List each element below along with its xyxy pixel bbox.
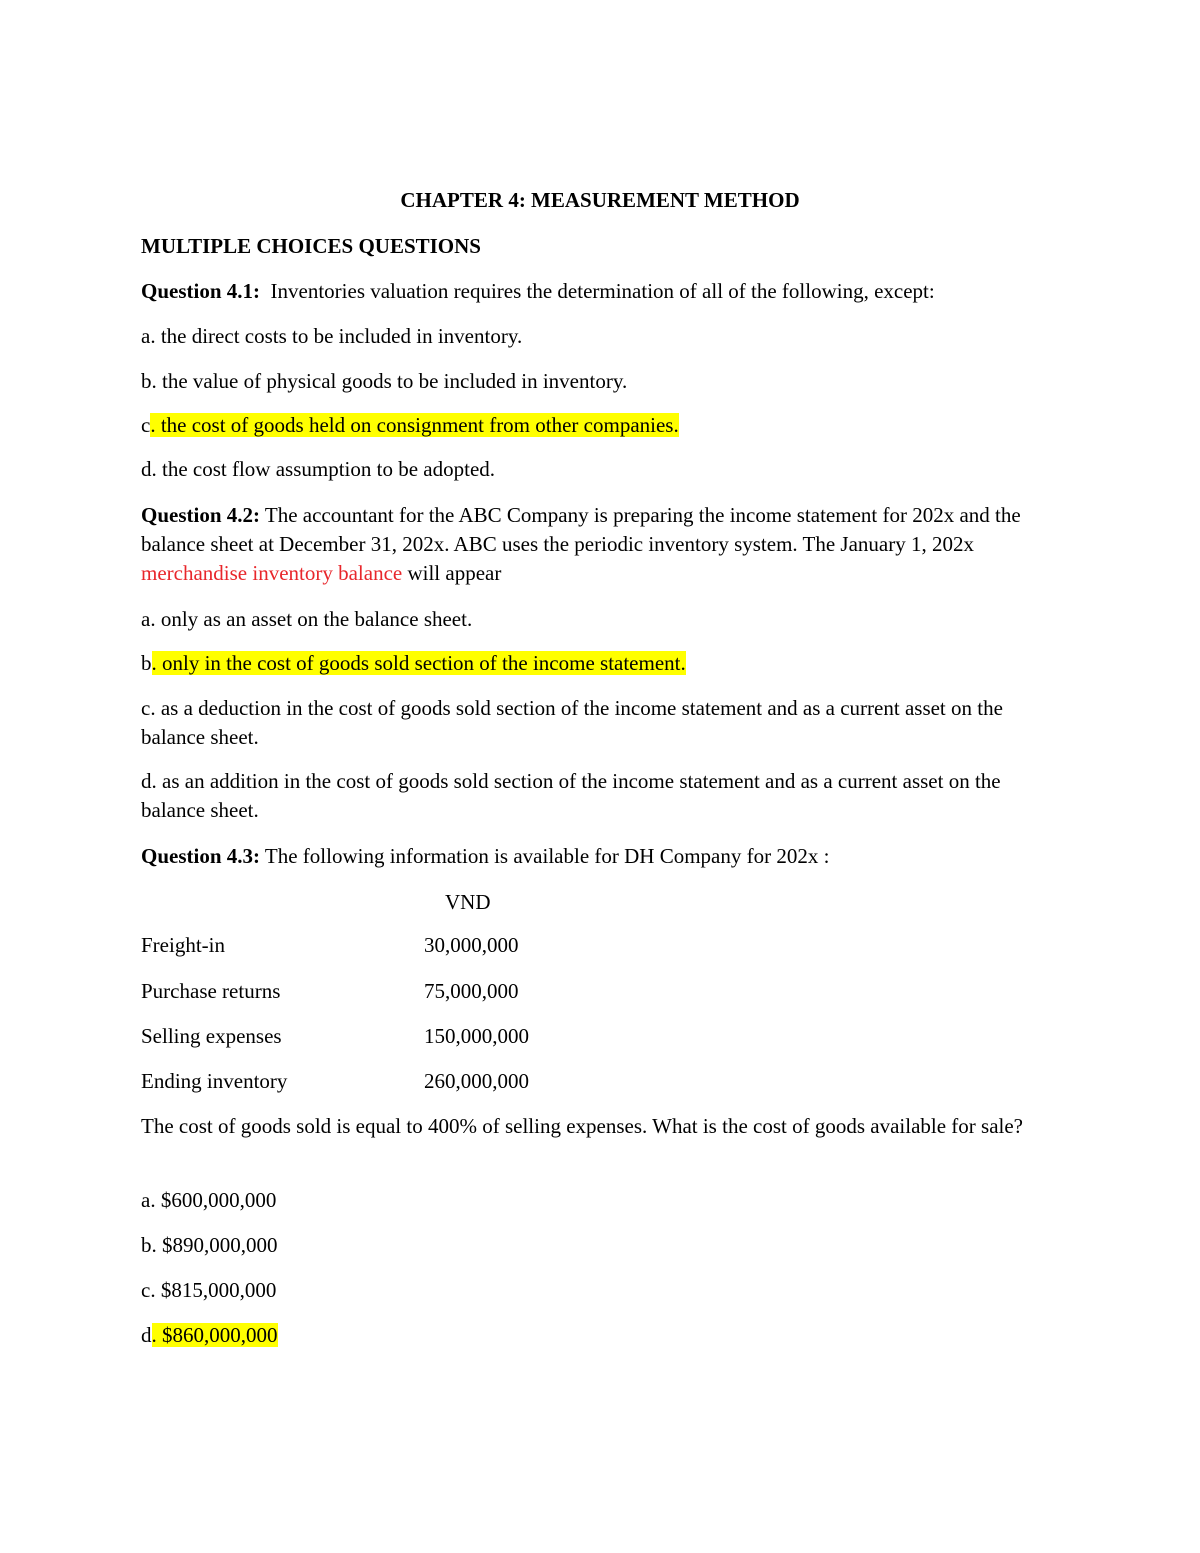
answer-option: a. only as an asset on the balance sheet. xyxy=(141,607,473,631)
table-row-value: 75,000,000 xyxy=(424,979,519,1003)
answer-option: a. the direct costs to be included in inventory. xyxy=(141,324,523,348)
option-letter: d xyxy=(141,1323,152,1347)
answer-option: b. the value of physical goods to be included in inventory. xyxy=(141,369,628,393)
answer-option: b. $890,000,000 xyxy=(141,1233,278,1257)
table-row-value: 30,000,000 xyxy=(424,933,519,957)
table-row-label: Ending inventory xyxy=(141,1069,288,1093)
question-4-1 xyxy=(141,277,1061,306)
answer-option: d. as an addition in the cost of goods sold section of the income statement and as a current asset on the balance sheet. xyxy=(141,769,1001,822)
highlighted-answer: . $860,000,000 xyxy=(151,1323,278,1347)
answer-option-correct xyxy=(141,649,1061,678)
answer-option: a. $600,000,000 xyxy=(141,1188,277,1212)
question-4-2 xyxy=(141,501,1061,588)
answer-option-correct xyxy=(141,1321,1061,1350)
option-letter: c xyxy=(141,413,151,437)
question-text: The accountant for the ABC Company is preparing the income statement for 202x and the balance sheet at December 31, 202x. ABC uses the periodic inventory system. The January 1, 202x xyxy=(141,503,1021,556)
answer-option: d. the cost flow assumption to be adopted. xyxy=(141,457,496,481)
question-label: Question 4.1: xyxy=(141,279,261,303)
answer-option: c. as a deduction in the cost of goods sold section of the income statement and as a current asset on the balance sheet. xyxy=(141,696,1003,749)
table-row-label: Purchase returns xyxy=(141,979,281,1003)
table-header-currency: VND xyxy=(445,890,491,914)
highlighted-answer: . only in the cost of goods sold section of the income statement. xyxy=(151,651,686,675)
question-label: Question 4.3: xyxy=(141,844,261,868)
question-text: Inventories valuation requires the determination of all of the following, except: xyxy=(270,279,935,303)
emphasized-text: merchandise inventory balance xyxy=(141,561,403,585)
table-row-label: Selling expenses xyxy=(141,1024,282,1048)
question-text: The following information is available for DH Company for 202x : xyxy=(264,844,830,868)
table-row-value: 150,000,000 xyxy=(424,1024,529,1048)
section-heading: MULTIPLE CHOICES QUESTIONS xyxy=(141,234,481,258)
table-row-value: 260,000,000 xyxy=(424,1069,529,1093)
question-4-3 xyxy=(141,842,1061,871)
question-text-end: will appear xyxy=(402,561,502,585)
answer-option-correct xyxy=(141,411,1061,440)
highlighted-answer: . the cost of goods held on consignment from other companies. xyxy=(150,413,679,437)
question-label: Question 4.2: xyxy=(141,503,261,527)
question-prompt: The cost of goods sold is equal to 400% of selling expenses. What is the cost of goods available for sale? xyxy=(141,1114,1023,1138)
chapter-title: CHAPTER 4: MEASUREMENT METHOD xyxy=(400,188,800,212)
option-letter: b xyxy=(141,651,152,675)
table-row-label: Freight-in xyxy=(141,933,225,957)
answer-option: c. $815,000,000 xyxy=(141,1278,277,1302)
